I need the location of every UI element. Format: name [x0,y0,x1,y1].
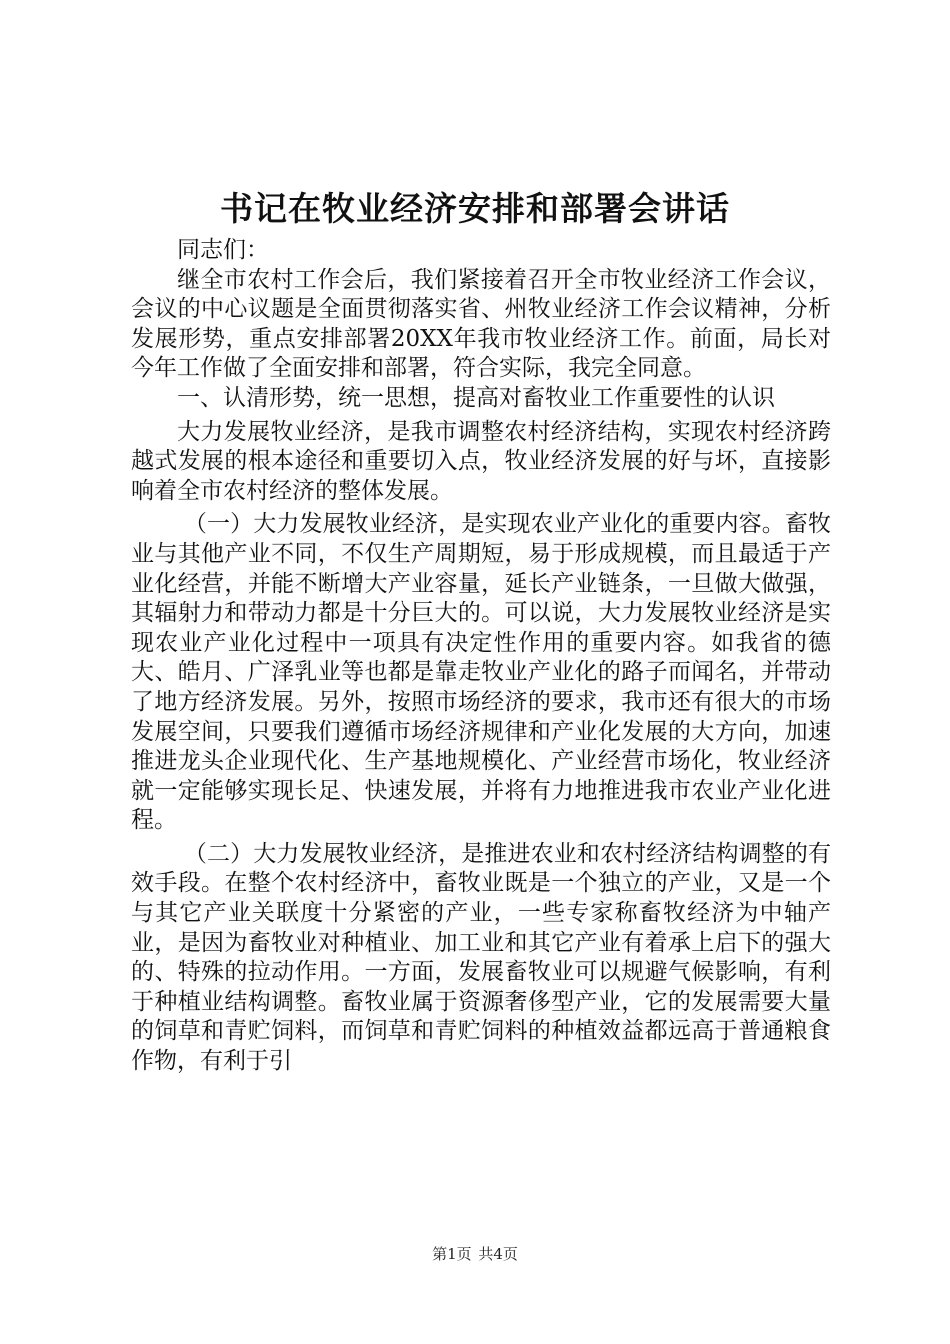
document-title: 书记在牧业经济安排和部署会讲话 [220,189,730,228]
intro-paragraph: 继全市农村工作会后，我们紧接着召开全市牧业经济工作会议，会议的中心议题是全面贯彻落实省、州牧业经济工作会议精神，分析发展形势，重点安排部署20XX年我市牧业经济工作。前面，局长对今年工作做了全面安排和部署，符合实际，我完全同意。 [131,266,831,382]
salutation: 同志们： [177,237,269,263]
subsection-paragraph-2: （二）大力发展牧业经济，是推进农业和农村经济结构调整的有效手段。在整个农村经济中，畜牧业既是一个独立的产业，又是一个与其它产业关联度十分紧密的产业，一些专家称畜牧经济为中轴产业，是因为畜牧业对种植业、加工业和其它产业有着承上启下的强大的、特殊的拉动作用。一方面，发展畜牧业可以规避气候影响，有利于种植业结构调整。畜牧业属于资源奢侈型产业，它的发展需要大量的饲草和青贮饲料，而饲草和青贮饲料的种植效益都远高于普通粮食作物，有利于引 [131,840,831,1075]
page-footer: 第1页 共4页 [432,1245,518,1263]
body-paragraph: 大力发展牧业经济，是我市调整农村经济结构，实现农村经济跨越式发展的根本途径和重要切入点，牧业经济发展的好与坏，直接影响着全市农村经济的整体发展。 [131,418,831,504]
document-body [131,236,831,1077]
section-heading: 一、认清形势，统一思想，提高对畜牧业工作重要性的认识 [177,384,775,411]
subsection-paragraph-1: （一）大力发展牧业经济，是实现农业产业化的重要内容。畜牧业与其他产业不同，不仅生产周期短，易于形成规模，而且最适于产业化经营，并能不断增大产业容量，延长产业链条，一旦做大做强，其辐射力和带动力都是十分巨大的。可以说，大力发展牧业经济是实现农业产业化过程中一项具有决定性作用的重要内容。如我省的德大、皓月、广泽乳业等也都是靠走牧业产业化的路子而闻名，并带动了地方经济发展。另外，按照市场经济的要求，我市还有很大的市场发展空间，只要我们遵循市场经济规律和产业化发展的大方向，加速推进龙头企业现代化、生产基地规模化、产业经营市场化，牧业经济就一定能够实现长足、快速发展，并将有力地推进我市农业产业化进程。 [131,511,831,834]
